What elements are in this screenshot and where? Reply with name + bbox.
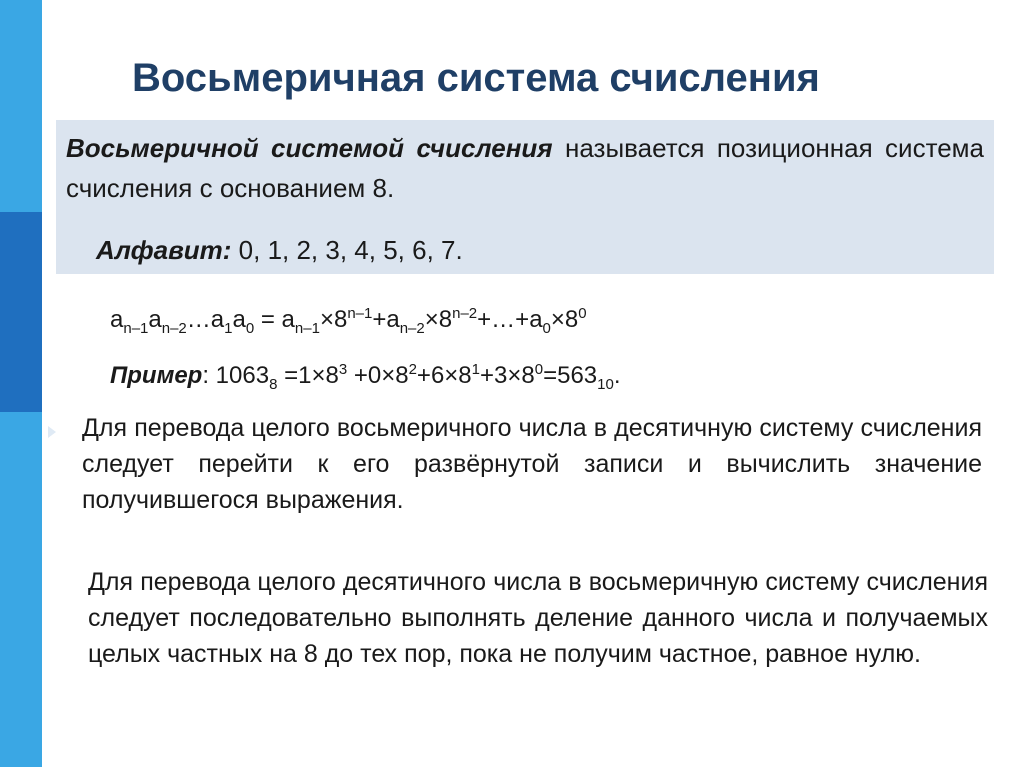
paragraph-decimal-to-octal: Для перевода целого десятичного числа в восьмеричную систему счисления следует последовательно выполнять деление данного числа и получаемых целых частных на 8 до тех пор, пока не получим частное, равное нулю.	[88, 568, 988, 668]
side-bar-segment-top	[0, 0, 42, 212]
definition-term: Восьмеричной системой счисления	[66, 133, 553, 163]
paragraph-octal-to-decimal: Для перевода целого восьмеричного числа в десятичную систему счисления следует перейти к его развёрнутой записи и вычислить значение получившегося выражения.	[82, 414, 982, 514]
slide-title: Восьмеричная система счисления	[132, 56, 820, 100]
alphabet-line	[96, 230, 976, 270]
alphabet-label: Алфавит:	[96, 235, 232, 265]
side-decoration-bar	[0, 0, 42, 767]
example-label: Пример	[110, 362, 203, 389]
definition-rest-line1: называется	[552, 133, 705, 163]
expansion-formula: $a_{n-1}a_{n-2}\dots a_1a_0$ = $a_{n-1}\times 8^{n-1}+a_{n-2}\times 8^{n-2}+\dots+a_0\times 8^0$	[110, 305, 587, 337]
bullet-arrow-icon	[48, 426, 56, 438]
side-bar-segment-middle	[0, 212, 42, 412]
alphabet-value: 0, 1, 2, 3, 4, 5, 6, 7.	[231, 235, 463, 265]
definition-rest-line2: позиционная система счисления с основанием 8.	[66, 133, 984, 203]
example-line: Пример: $1063_8 =1\times 8^3 +0\times 8^2+6\times 8^1+3\times 8^0=563_{10}$.	[110, 361, 621, 393]
side-bar-segment-bottom	[0, 412, 42, 767]
definition-text	[66, 128, 984, 208]
